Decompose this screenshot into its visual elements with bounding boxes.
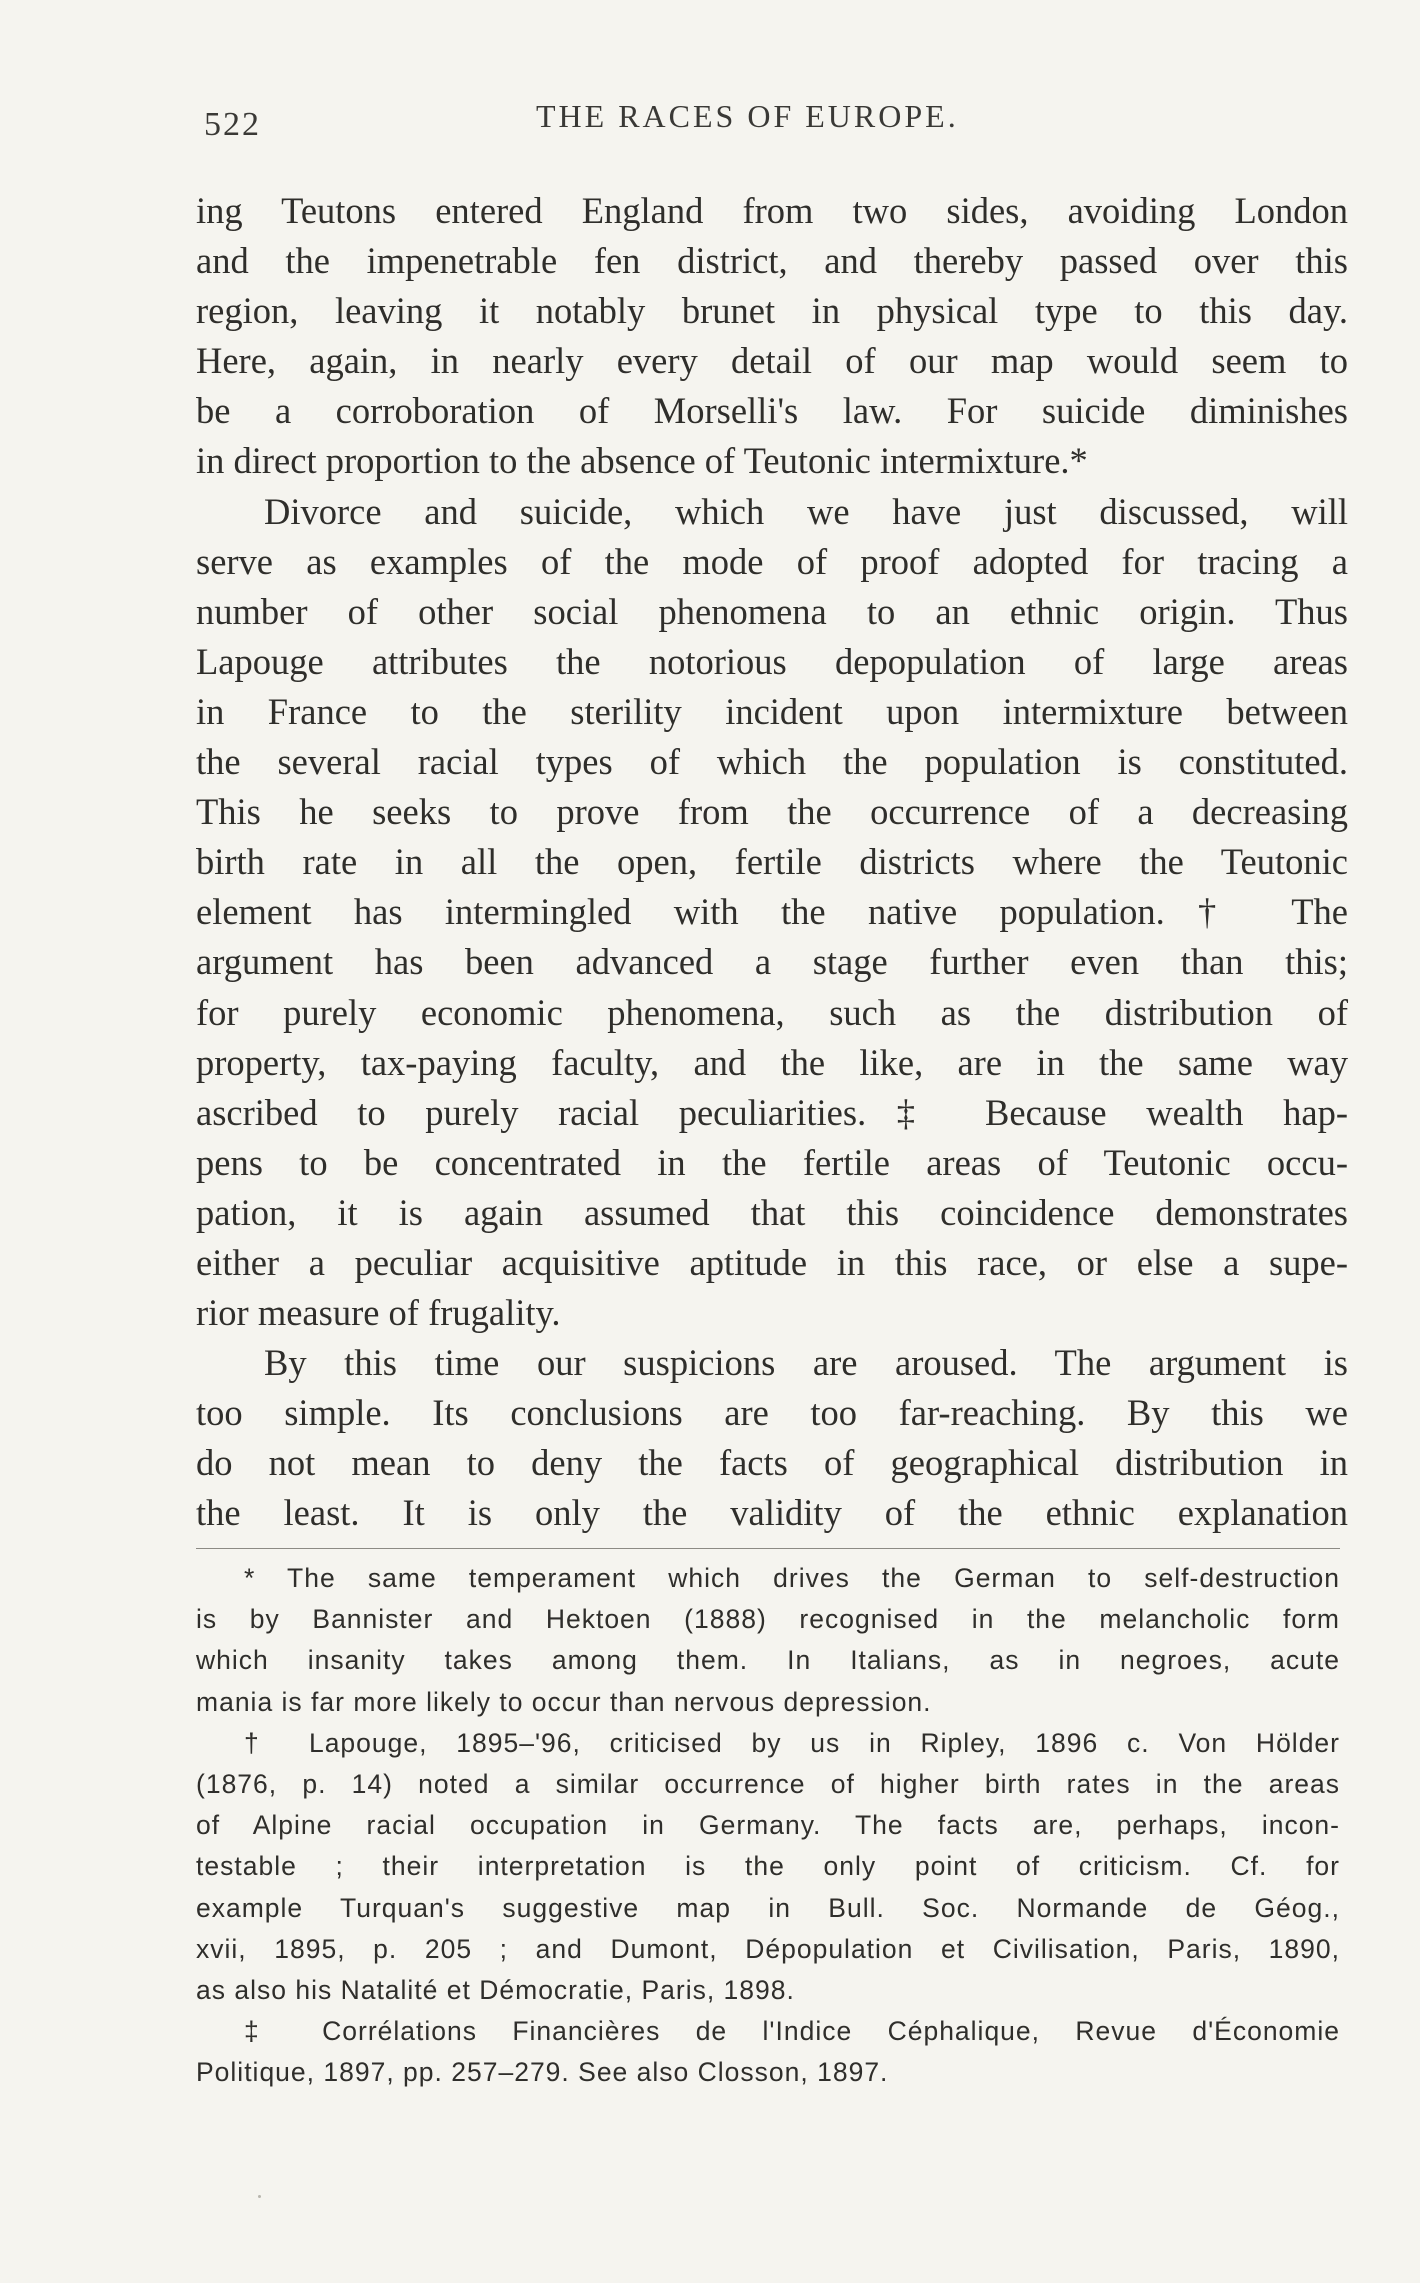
body-line: Here, again, in nearly every detail of our map would seem to (196, 340, 1348, 382)
body-line: number of other social phenomena to an ethnic origin. Thus (196, 590, 1348, 632)
footnote-line: as also his Natalité et Démocratie, Paris, 1898. (196, 1974, 795, 2005)
body-line: the several racial types of which the population is constituted. (196, 741, 1348, 783)
footnote-line: testable ; their interpretation is the only point of criticism. Cf. for (196, 1851, 1340, 1882)
footnote-line: xvii, 1895, p. 205 ; and Dumont, Dépopulation et Civilisation, Paris, 1890, (196, 1933, 1340, 1964)
body-line: in France to the sterility incident upon intermixture between (196, 690, 1348, 732)
body-line: Divorce and suicide, which we have just discussed, will (264, 490, 1348, 532)
running-head-title: THE RACES OF EUROPE. (536, 98, 959, 134)
body-line: ing Teutons entered England from two sides, avoiding London (196, 190, 1348, 231)
body-line: element has intermingled with the native population.† The (196, 891, 1348, 933)
body-line: pation, it is again assumed that this coincidence demonstrates (196, 1191, 1348, 1233)
footnote-line: which insanity takes among them. In Italians, as in negroes, acute (196, 1645, 1340, 1676)
footnote-divider (196, 1548, 1340, 1549)
body-line: pens to be concentrated in the fertile areas of Teutonic occu- (196, 1141, 1348, 1183)
footnote-line: * The same temperament which drives the German to self-destruction (244, 1563, 1340, 1593)
body-line: the least. It is only the validity of the ethnic explanation (196, 1492, 1348, 1534)
body-line: in direct proportion to the absence of Teutonic intermixture.* (196, 440, 1088, 482)
body-line: and the impenetrable fen district, and thereby passed over this (196, 240, 1348, 282)
body-line: This he seeks to prove from the occurrence of a decreasing (196, 791, 1348, 833)
footnote-line: ‡ Corrélations Financières de l'Indice Céphalique, Revue d'Économie (244, 2016, 1340, 2047)
body-line: birth rate in all the open, fertile districts where the Teutonic (196, 841, 1348, 883)
body-line: serve as examples of the mode of proof adopted for tracing a (196, 540, 1348, 582)
body-line: property, tax-paying faculty, and the like, are in the same way (196, 1041, 1348, 1083)
footnote-line: Politique, 1897, pp. 257–279. See also Closson, 1897. (196, 2057, 889, 2088)
body-line: argument has been advanced a stage further even than this; (196, 941, 1348, 983)
body-line: By this time our suspicions are aroused. The argument is (264, 1342, 1348, 1384)
body-line: region, leaving it notably brunet in physical type to this day. (196, 290, 1348, 332)
body-line: rior measure of frugality. (196, 1292, 561, 1334)
running-head (196, 92, 1340, 144)
footnote-line: of Alpine racial occupation in Germany. The facts are, perhaps, incon- (196, 1810, 1340, 1841)
footnote-line: is by Bannister and Hektoen (1888) recognised in the melancholic form (196, 1604, 1340, 1635)
body-line: for purely economic phenomena, such as the distribution of (196, 991, 1348, 1033)
body-line: do not mean to deny the facts of geographical distribution in (196, 1442, 1348, 1484)
footnote-line: † Lapouge, 1895–'96, criticised by us in Ripley, 1896 c. Von Hölder (244, 1727, 1340, 1758)
paper-speck (258, 2195, 261, 2198)
footnote-line: mania is far more likely to occur than nervous depression. (196, 1686, 932, 1717)
body-line: ascribed to purely racial peculiarities.‡ Because wealth hap- (196, 1091, 1348, 1133)
body-text (196, 186, 1348, 1539)
page-number: 522 (204, 106, 261, 143)
body-line: be a corroboration of Morselli's law. For suicide diminishes (196, 390, 1348, 432)
footnote-line: example Turquan's suggestive map in Bull. Soc. Normande de Géog., (196, 1892, 1340, 1923)
footnotes (196, 1558, 1340, 2093)
body-line: either a peculiar acquisitive aptitude in this race, or else a supe- (196, 1241, 1348, 1283)
footnote-line: (1876, p. 14) noted a similar occurrence of higher birth rates in the areas (196, 1768, 1340, 1799)
body-line: too simple. Its conclusions are too far-reaching. By this we (196, 1392, 1348, 1434)
body-line: Lapouge attributes the notorious depopulation of large areas (196, 640, 1348, 682)
